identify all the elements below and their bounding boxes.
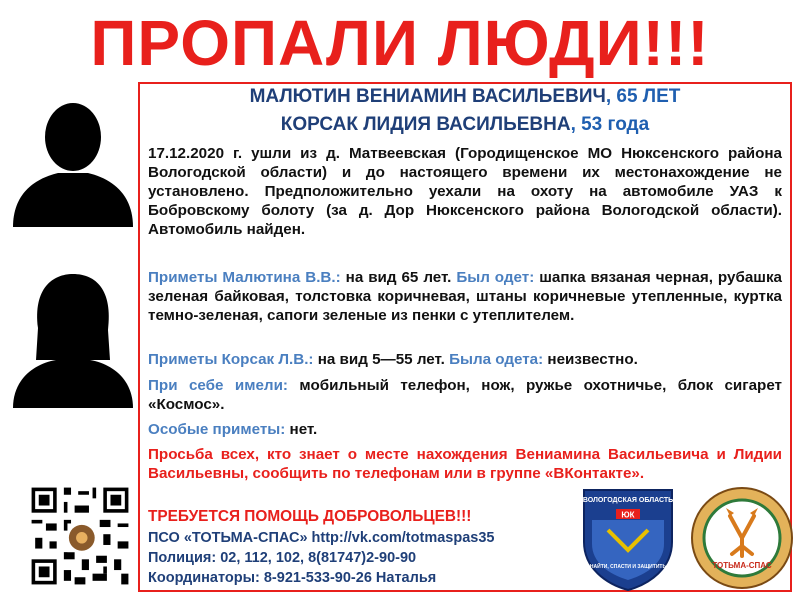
qr-code-icon <box>28 484 132 588</box>
signs-korsak: Приметы Корсак Л.В.: на вид 5—55 лет. Была одета: неизвестно. <box>148 351 638 368</box>
signs-malyutin: Приметы Малютина В.В.: на вид 65 лет. Был одет: шапка вязаная черная, рубашка зеленая байковая, толстовка коричневая, штаны коричневые утепленные, куртка темно-зеленая, сапоги зеленые из пенки с утеплителем. <box>148 269 782 324</box>
incident-text: 17.12.2020 г. ушли из д. Матвеевская (Городищенское МО Нюксенского района Вологодской области) и до настоящего времени их местонахождение не установлено. Предположительно уехали на охоту на автомобиле УАЗ к Бобровскому болоту (за д. Дор Нюксенского района Вологодской области). Автомобиль найден. <box>148 145 782 238</box>
contact-pso: ПСО «ТОТЬМА-СПАС» http://vk.com/totmaspas35 <box>148 530 495 546</box>
emblem-center-text: ТОТЬМА-СПАС <box>712 561 772 570</box>
volunteers-needed: ТРЕБУЕТСЯ ПОМОЩЬ ДОБРОВОЛЬЦЕВ!!! <box>148 508 472 525</box>
headline: ПРОПАЛИ ЛЮДИ!!! <box>90 7 710 79</box>
special-signs: Особые приметы: нет. <box>148 421 318 438</box>
contact-coordinators: Координаторы: 8-921-533-90-26 Наталья <box>148 570 437 586</box>
emblem-arc-text: ВОЛОГОДСКАЯ ОБЛАСТЬ <box>582 497 674 504</box>
female-silhouette-icon <box>8 268 138 408</box>
male-silhouette-icon <box>8 95 138 227</box>
contact-police: Полиция: 02, 112, 102, 8(81747)2-90-90 <box>148 550 417 566</box>
emblem-badge-text: ЮК <box>621 510 635 520</box>
totma-spas-emblem-icon <box>690 486 794 590</box>
vologda-shield-emblem-icon <box>578 486 678 592</box>
appeal-text: Просьба всех, кто знает о месте нахождения Вениамина Васильевича и Лидии Васильевны, сообщить по телефонам или в группе «ВКонтакте». <box>148 446 782 482</box>
person-1-name: МАЛЮТИН ВЕНИАМИН ВАСИЛЬЕВИЧ, 65 ЛЕТ <box>249 86 681 107</box>
emblem-motto-text: НАЙТИ, СПАСТИ И ЗАЩИТИТЬ <box>589 564 667 570</box>
carried-items: При себе имели: мобильный телефон, нож, ружье охотничье, блок сигарет «Космос». <box>148 377 782 413</box>
person-2-name: КОРСАК ЛИДИЯ ВАСИЛЬЕВНА, 53 года <box>280 114 650 135</box>
